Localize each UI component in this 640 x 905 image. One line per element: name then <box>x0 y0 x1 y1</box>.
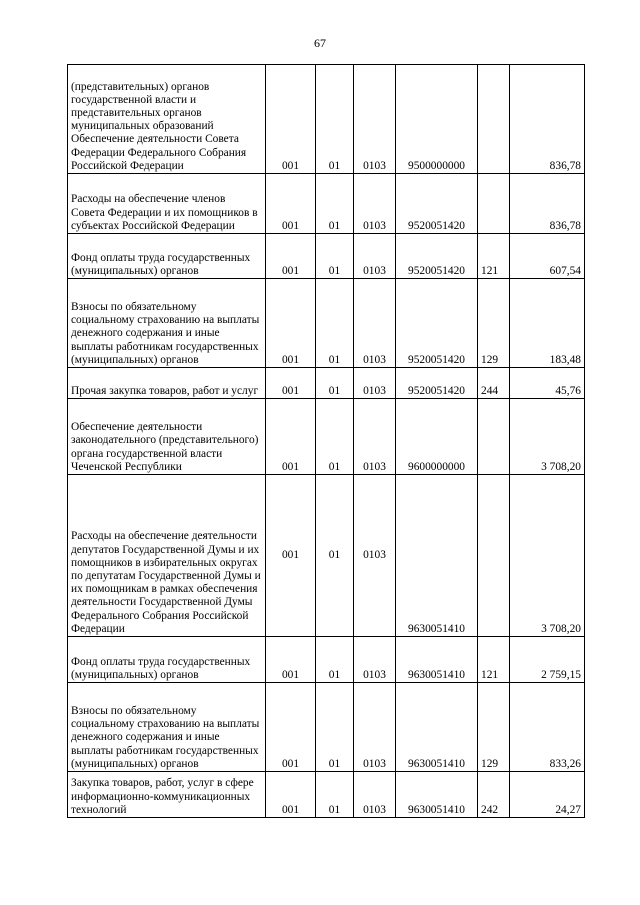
sum-cell: 183,48 <box>510 279 585 368</box>
target-article-cell: 9520051420 <box>396 368 478 399</box>
expense-type-cell: 121 <box>478 637 510 683</box>
glava-cell: 001 <box>266 279 316 368</box>
table-row <box>68 637 585 683</box>
target-article-cell: 9630051410 <box>396 475 478 637</box>
expense-type-cell <box>478 475 510 637</box>
table-row <box>68 279 585 368</box>
sum-cell: 24,27 <box>510 772 585 818</box>
expense-type-cell: 129 <box>478 279 510 368</box>
pr-cell: 0103 <box>354 637 396 683</box>
table-row <box>68 368 585 399</box>
pr-cell: 0103 <box>354 279 396 368</box>
row-name-cell: Расходы на обеспечение деятельности депутатов Государственной Думы и их помощников в избирательных округах по депутатам Государственной Думы и их помощникам в рамках обеспечения деятельности Государственной Думы Федерального Собрания Российской Федерации <box>68 475 266 637</box>
sum-cell: 45,76 <box>510 368 585 399</box>
target-article-cell: 9520051420 <box>396 234 478 279</box>
row-name-cell: Фонд оплаты труда государственных (муниципальных) органов <box>68 234 266 279</box>
glava-cell: 001 <box>266 368 316 399</box>
table-row <box>68 174 585 234</box>
glava-cell: 001 <box>266 772 316 818</box>
row-name-cell: Расходы на обеспечение членов Совета Федерации и их помощников в субъектах Российской Федерации <box>68 174 266 234</box>
glava-cell: 001 <box>266 174 316 234</box>
table-row <box>68 399 585 475</box>
sum-cell: 833,26 <box>510 683 585 772</box>
pr-cell: 0103 <box>354 368 396 399</box>
pr-cell: 0103 <box>354 399 396 475</box>
target-article-cell: 9520051420 <box>396 174 478 234</box>
glava-cell: 001 <box>266 234 316 279</box>
glava-cell: 001 <box>266 637 316 683</box>
row-name-cell: Прочая закупка товаров, работ и услуг <box>68 368 266 399</box>
expense-type-cell: 244 <box>478 368 510 399</box>
pr-cell: 0103 <box>354 772 396 818</box>
rz-cell: 01 <box>316 368 354 399</box>
pr-cell: 0103 <box>354 174 396 234</box>
sum-cell: 3 708,20 <box>510 399 585 475</box>
table-row <box>68 772 585 818</box>
row-name-cell: (представительных) органов государственной власти и представительных органов муниципальных образований Обеспечение деятельности Совета Федерации Федерального Собрания Российской Федерации <box>68 65 266 174</box>
sum-cell: 607,54 <box>510 234 585 279</box>
rz-cell: 01 <box>316 234 354 279</box>
target-article-cell: 9600000000 <box>396 399 478 475</box>
table-row <box>68 475 585 637</box>
table-row <box>68 683 585 772</box>
target-article-cell: 9630051410 <box>396 683 478 772</box>
budget-table <box>67 64 585 818</box>
rz-cell: 01 <box>316 683 354 772</box>
glava-cell: 001 <box>266 683 316 772</box>
glava-cell: 001 <box>266 475 316 637</box>
row-name-cell: Закупка товаров, работ, услуг в сфере информационно-коммуникационных технологий <box>68 772 266 818</box>
row-name-cell: Взносы по обязательному социальному страхованию на выплаты денежного содержания и иные выплаты работникам государственных (муниципальных) органов <box>68 279 266 368</box>
glava-cell: 001 <box>266 65 316 174</box>
glava-cell: 001 <box>266 399 316 475</box>
expense-type-cell: 129 <box>478 683 510 772</box>
sum-cell: 3 708,20 <box>510 475 585 637</box>
rz-cell: 01 <box>316 399 354 475</box>
target-article-cell: 9500000000 <box>396 65 478 174</box>
table-row <box>68 234 585 279</box>
sum-cell: 2 759,15 <box>510 637 585 683</box>
row-name-cell: Обеспечение деятельности законодательного (представительного) органа государственной власти Чеченской Республики <box>68 399 266 475</box>
pr-cell: 0103 <box>354 475 396 637</box>
rz-cell: 01 <box>316 65 354 174</box>
expense-type-cell: 121 <box>478 234 510 279</box>
expense-type-cell <box>478 174 510 234</box>
expense-type-cell <box>478 399 510 475</box>
rz-cell: 01 <box>316 772 354 818</box>
sum-cell: 836,78 <box>510 174 585 234</box>
page-number: 67 <box>314 36 326 50</box>
table-row <box>68 65 585 174</box>
row-name-cell: Взносы по обязательному социальному страхованию на выплаты денежного содержания и иные выплаты работникам государственных (муниципальных) органов <box>68 683 266 772</box>
pr-cell: 0103 <box>354 234 396 279</box>
sum-cell: 836,78 <box>510 65 585 174</box>
target-article-cell: 9520051420 <box>396 279 478 368</box>
pr-cell: 0103 <box>354 683 396 772</box>
target-article-cell: 9630051410 <box>396 637 478 683</box>
expense-type-cell: 242 <box>478 772 510 818</box>
row-name-cell: Фонд оплаты труда государственных (муниципальных) органов <box>68 637 266 683</box>
expense-type-cell <box>478 65 510 174</box>
pr-cell: 0103 <box>354 65 396 174</box>
target-article-cell: 9630051410 <box>396 772 478 818</box>
rz-cell: 01 <box>316 475 354 637</box>
rz-cell: 01 <box>316 637 354 683</box>
rz-cell: 01 <box>316 174 354 234</box>
rz-cell: 01 <box>316 279 354 368</box>
